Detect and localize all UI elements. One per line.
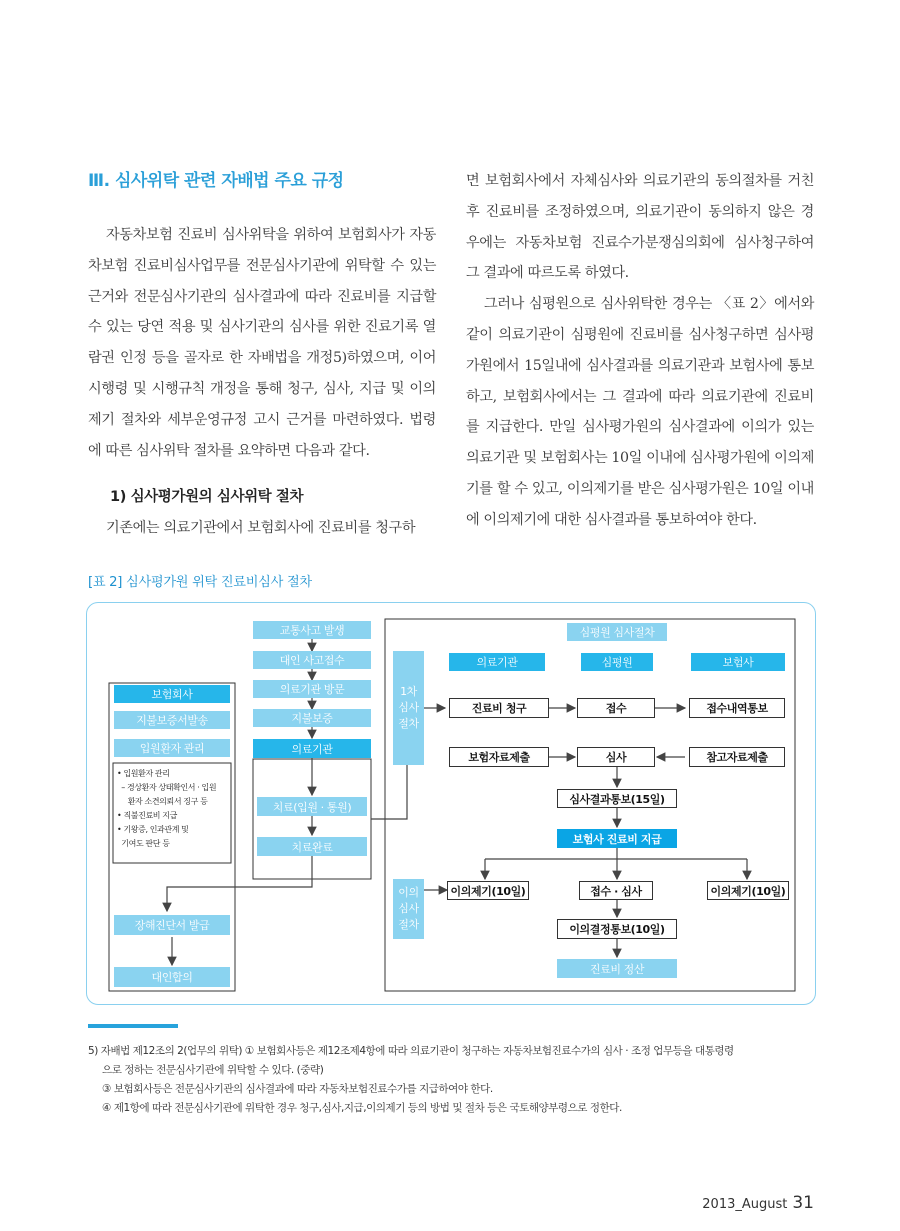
footnote-line: 으로 정하는 전문심사기관에 위탁할 수 있다. (중략) <box>102 1064 324 1076</box>
right-column <box>466 166 814 536</box>
payment-box: 보험사 진료비 지급 <box>557 829 677 848</box>
note-line: • 기왕증, 인과관계 및 <box>117 825 189 834</box>
issue-date: 2013_August <box>702 1197 788 1212</box>
treatment-box: 치료(입원 · 통원) <box>257 797 367 816</box>
hospital-box: 의료기관 <box>253 739 371 758</box>
stage-char: 이의 <box>398 886 419 899</box>
disability-cert-box: 장해진단서 발급 <box>114 915 230 935</box>
stage-char: 심사 <box>398 701 419 714</box>
inpatient-management-box: 입원환자 관리 <box>114 739 230 757</box>
objection-right-box: 이의제기(10일) <box>707 881 789 900</box>
footnotes <box>88 1042 818 1118</box>
note-line: 환자 소견의뢰서 징구 등 <box>117 797 208 806</box>
first-review-stage <box>393 651 424 765</box>
insurer-duties-notes <box>117 767 229 851</box>
receipt-notice-box: 접수내역통보 <box>689 698 785 718</box>
stage-char: 절차 <box>398 717 419 730</box>
claim-box: 진료비 청구 <box>449 698 549 718</box>
left-column <box>88 166 436 544</box>
page-number: 31 <box>792 1193 814 1213</box>
body-paragraph: 면 보험회사에서 자체심사와 의료기관의 동의절차를 거친 후 진료비를 조정하였으며, 의료기관이 동의하지 않은 경우에는 자동차보험 진료수가분쟁심의회에 심사청구하여 그 결과에 따르도록 하였다. <box>466 173 814 282</box>
subsection-heading: 1) 심사평가원의 심사위탁 절차 <box>110 489 304 506</box>
stage-char: 1차 <box>400 685 417 698</box>
col-insurer-header: 보험사 <box>691 653 785 671</box>
settlement-final-box: 진료비 정산 <box>557 959 677 978</box>
body-paragraph: 기존에는 의료기관에서 보험회사에 진료비를 청구하 <box>106 520 416 537</box>
result-notice-box: 심사결과통보(15일) <box>557 789 677 808</box>
stage-char: 절차 <box>398 918 419 931</box>
objection-decision-box: 이의결정통보(10일) <box>557 919 677 939</box>
footnote-line: ④ 제1항에 따라 전문심사기관에 위탁한 경우 청구,심사,지급,이의제기 등의 방법 및 절차 등은 국토해양부령으로 정한다. <box>102 1102 622 1114</box>
objection-left-box: 이의제기(10일) <box>447 881 529 900</box>
guarantee-issue-box: 지불보증서발송 <box>114 711 230 729</box>
hospital-visit-box: 의료기관 방문 <box>253 680 371 698</box>
receipt-review-box: 접수 · 심사 <box>579 881 653 900</box>
accident-reception-box: 대인 사고접수 <box>253 651 371 669</box>
body-paragraph: 그러나 심평원으로 심사위탁한 경우는 〈표 2〉에서와 같이 의료기관이 심평원에 진료비를 심사청구하면 심사평가원에서 15일내에 심사결과를 의료기관과 보험사에 통보하고, 보험회사에서는 그 결과에 따라 의료기관에 진료비를 지급한다. 만일 심사평가원의 심사결과에 이의가 있는 의료기관 및 보험회사는 10일 이내에 심사평가원에 이의제기를 할 수 있고, 이의제기를 받은 심사평가원은 10일 이내에 이의제기에 대한 심사결과를 통보하여야 한다. <box>466 296 814 528</box>
review-box: 심사 <box>577 747 655 767</box>
hira-process-header: 심평원 심사절차 <box>567 623 667 641</box>
figure-caption: [표 2] 심사평가원 위탁 진료비심사 절차 <box>88 575 312 590</box>
note-line: 기여도 판단 등 <box>117 839 170 848</box>
col-hira-header: 심평원 <box>581 653 653 671</box>
col-hospital-header: 의료기관 <box>449 653 545 671</box>
section-heading: Ⅲ. 심사위탁 관련 자배법 주요 규정 <box>88 171 344 191</box>
insurer-docs-box: 보험자료제출 <box>449 747 549 767</box>
accident-box: 교통사고 발생 <box>253 621 371 639</box>
note-line: • 입원환자 관리 <box>117 769 170 778</box>
objection-review-stage <box>393 879 424 939</box>
stage-char: 심사 <box>398 902 419 915</box>
insurer-box: 보험회사 <box>114 685 230 703</box>
footnote-line: ③ 보험회사등은 전문심사기관의 심사결과에 따라 자동차보험진료수가를 지급하여야 한다. <box>102 1083 493 1095</box>
settlement-box: 대인합의 <box>114 967 230 987</box>
flowchart-figure <box>86 602 816 1005</box>
payment-guarantee-box: 지불보증 <box>253 709 371 727</box>
note-line: – 경상환자 상태확인서 · 입원 <box>117 783 217 792</box>
body-paragraph: 자동차보험 진료비 심사위탁을 위하여 보험회사가 자동차보험 진료비심사업무를 전문심사기관에 위탁할 수 있는 근거와 전문심사기관의 심사결과에 따라 진료비를 지급할 수 있는 당연 적용 및 심사기관의 심사를 위한 진료기록 열람권 인정 등을 골자로 한 자배법을 개정5)하였으며, 이어 시행령 및 시행규칙 개정을 통해 청구, 심사, 지급 및 이의제기 절차와 세부운영규정 고시 근거를 마련하였다. 법령에 따른 심사위탁 절차를 요약하면 다음과 같다. <box>88 227 436 459</box>
treatment-complete-box: 치료완료 <box>257 837 367 856</box>
footnote-rule <box>88 1024 178 1028</box>
reference-docs-box: 참고자료제출 <box>689 747 785 767</box>
footnote-line: 5) 자배법 제12조의 2(업무의 위탁) ① 보험회사등은 제12조제4항에 따라 의료기관이 청구하는 자동차보험진료수가의 심사 · 조정 업무등을 대통령령 <box>88 1045 734 1057</box>
page-folio <box>702 1193 814 1213</box>
note-line: • 직불진료비 지급 <box>117 811 177 820</box>
receipt-box: 접수 <box>577 698 655 718</box>
